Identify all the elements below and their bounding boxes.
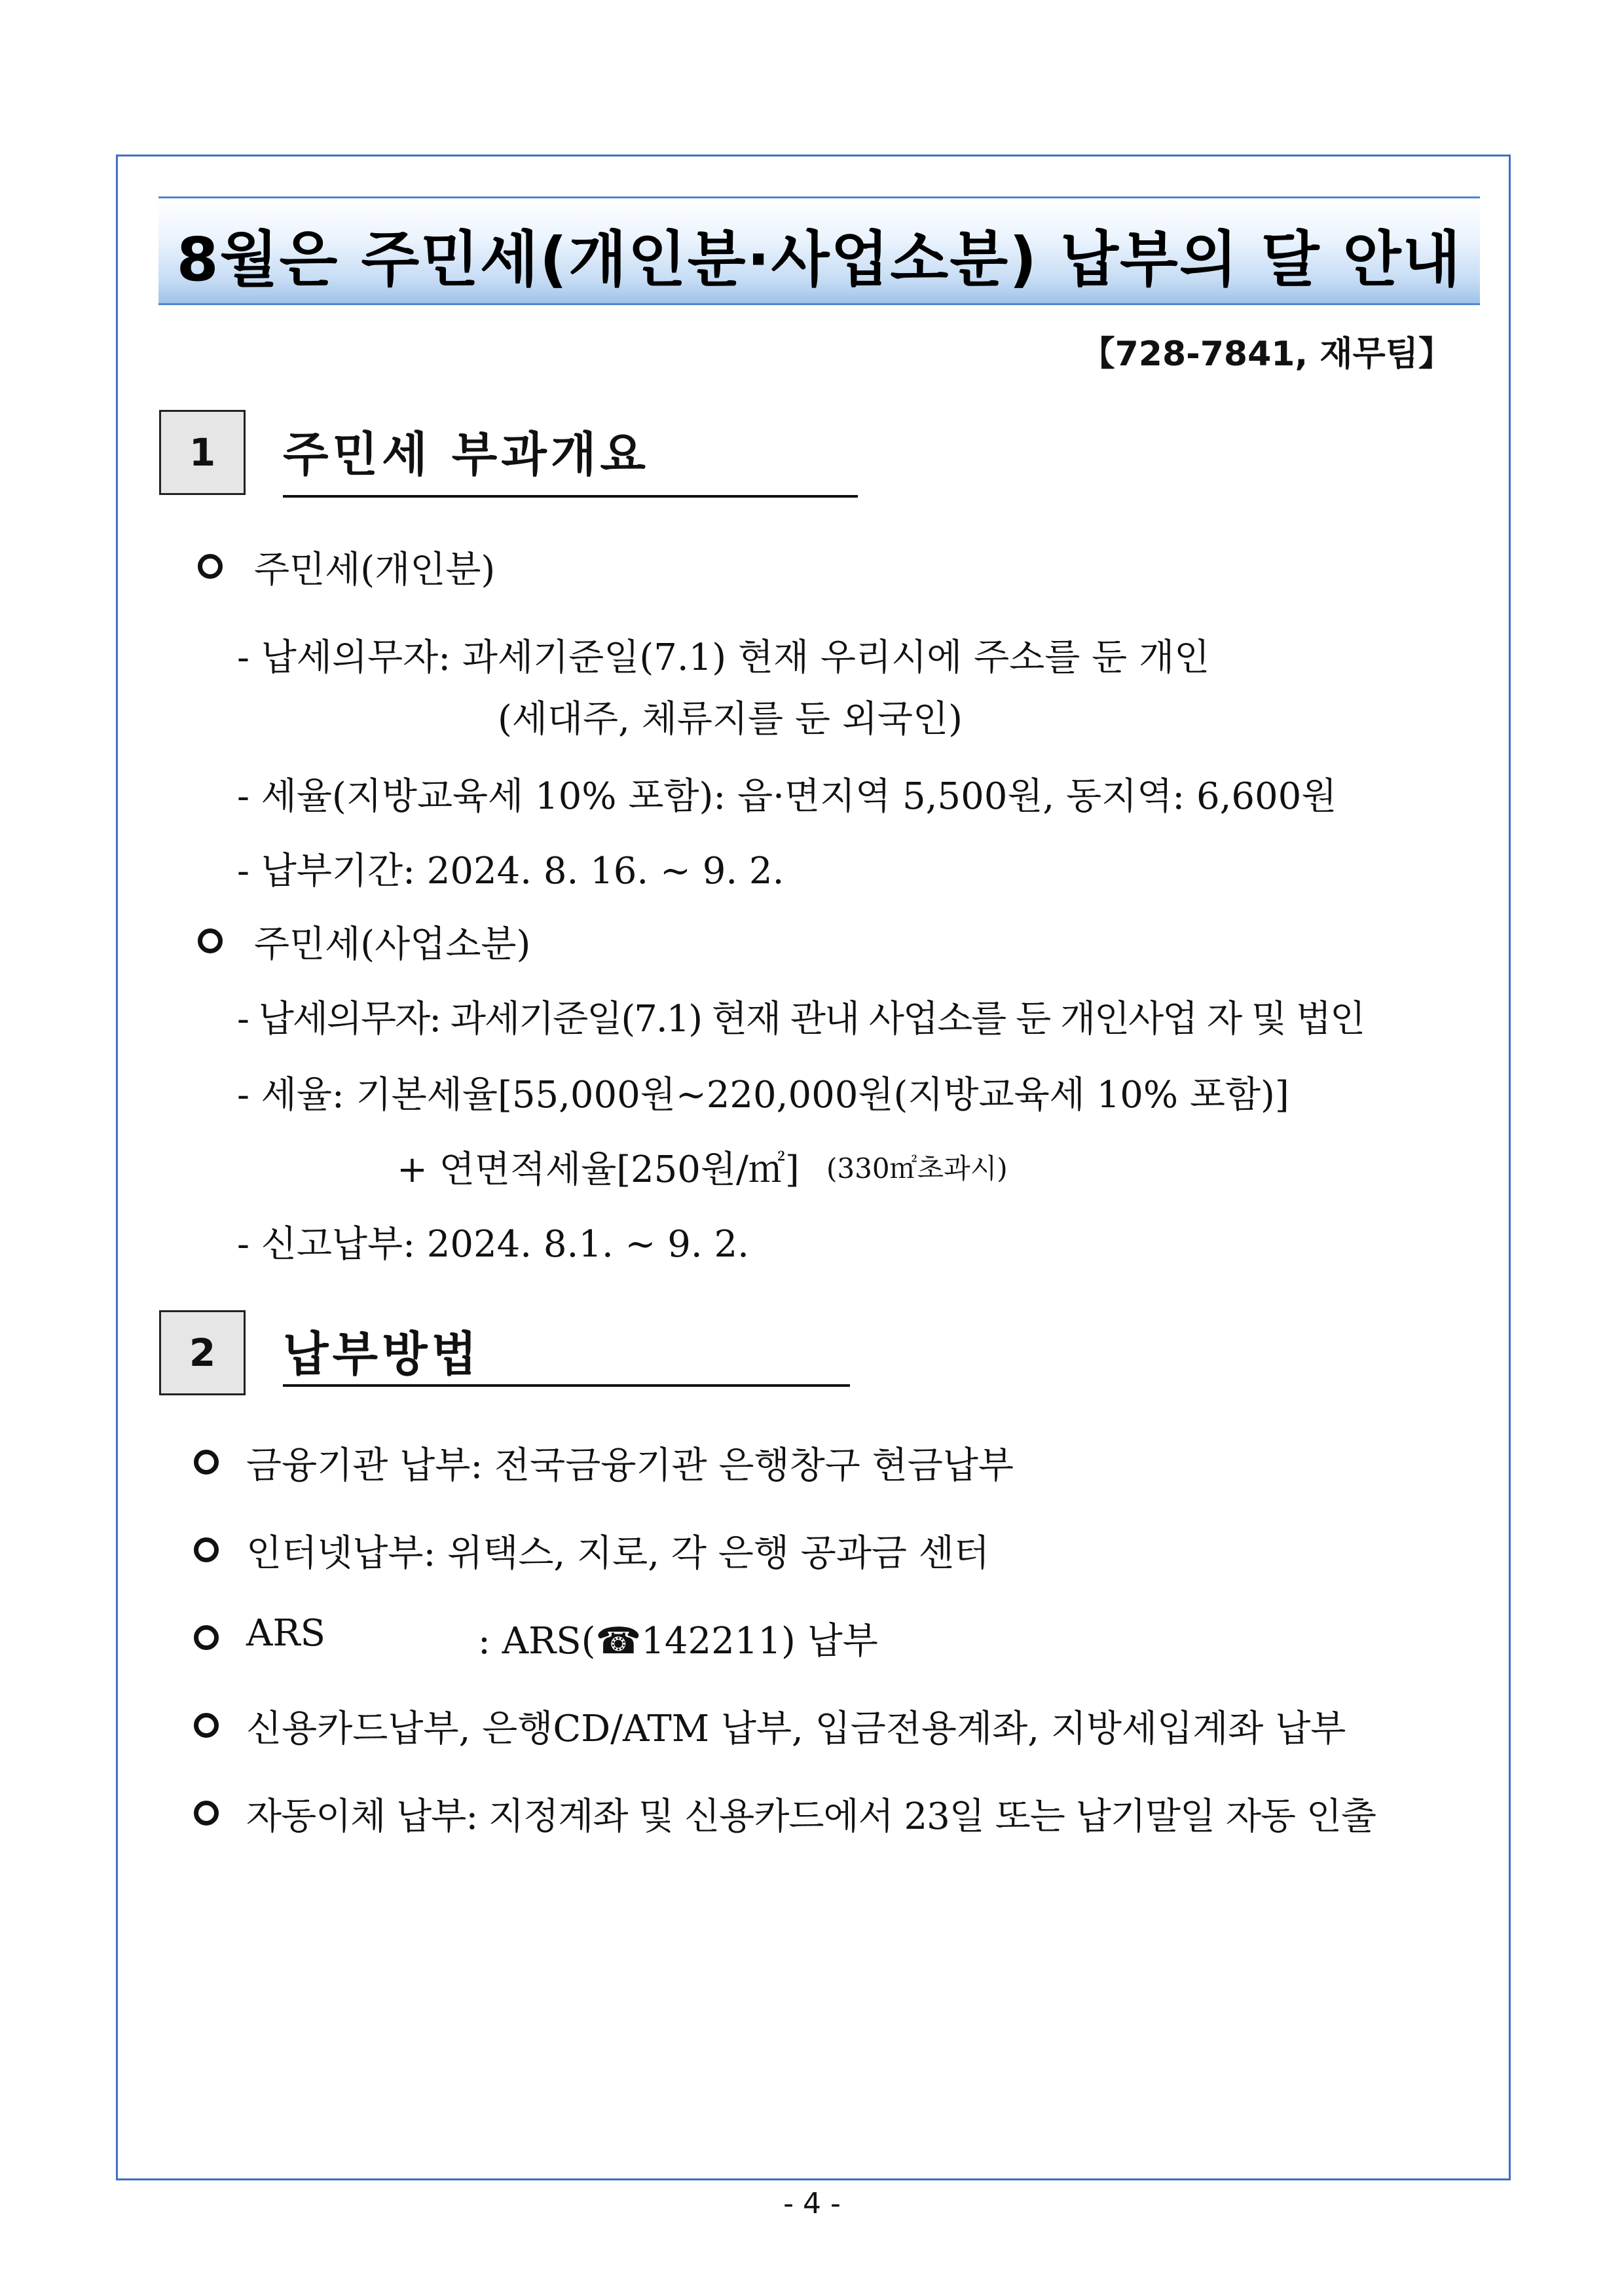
contact-info: 【728-7841, 재무팀】 <box>1080 335 1452 374</box>
group-heading-business: 주민세(사업소분) <box>254 923 531 966</box>
body-line: - 세율: 기본세율[55,000원~220,000원(지방교육세 10% 포함)] <box>237 1074 1289 1116</box>
method-item: 신용카드납부, 은행CD/ATM 납부, 입금전용계좌, 지방세입계좌 납부 <box>246 1708 1346 1750</box>
hollow-circle-bullet-icon <box>198 928 223 953</box>
hollow-circle-bullet-icon <box>194 1450 219 1475</box>
body-line: + 연면적세율[250원/㎡] <box>397 1148 800 1191</box>
hollow-circle-bullet-icon <box>198 554 223 579</box>
method-item: ARS <box>246 1612 325 1655</box>
body-line: - 납부기간: 2024. 8. 16. ~ 9. 2. <box>237 850 784 892</box>
section-title-2: 납부방법 <box>283 1327 481 1382</box>
method-item-detail: : ARS(☎142211) 납부 <box>478 1620 878 1662</box>
hollow-circle-bullet-icon <box>194 1537 219 1562</box>
body-line: - 납세의무자: 과세기준일(7.1) 현재 우리시에 주소를 둔 개인 <box>237 636 1210 679</box>
body-line-note: (330㎡초과시) <box>826 1152 1008 1184</box>
page-number: - 4 - <box>783 2187 841 2220</box>
section-number-1: 1 <box>159 410 246 495</box>
section-underline-2 <box>283 1384 850 1387</box>
body-line: (세대주, 체류지를 둔 외국인) <box>498 698 963 741</box>
method-item: 자동이체 납부: 지정계좌 및 신용카드에서 23일 또는 납기말일 자동 인출 <box>246 1795 1376 1838</box>
section-number-2: 2 <box>159 1310 246 1395</box>
method-item: 인터넷납부: 위택스, 지로, 각 은행 공과금 센터 <box>246 1532 990 1575</box>
group-heading-individual: 주민세(개인분) <box>254 549 496 591</box>
body-line: - 세율(지방교육세 10% 포함): 읍·면지역 5,500원, 동지역: 6,600원 <box>237 775 1337 818</box>
hollow-circle-bullet-icon <box>194 1625 219 1650</box>
title-banner <box>158 196 1480 305</box>
section-underline-1 <box>283 495 858 498</box>
body-line: - 납세의무자: 과세기준일(7.1) 현재 관내 사업소를 둔 개인사업 자 및 법인 <box>237 998 1365 1040</box>
section-title-1: 주민세 부과개요 <box>283 427 650 482</box>
hollow-circle-bullet-icon <box>194 1713 219 1738</box>
hollow-circle-bullet-icon <box>194 1801 219 1826</box>
body-line: - 신고납부: 2024. 8.1. ~ 9. 2. <box>237 1223 749 1266</box>
method-item: 금융기관 납부: 전국금융기관 은행창구 현금납부 <box>246 1444 1014 1487</box>
page-title: 8월은 주민세(개인분·사업소분) 납부의 달 안내 <box>176 225 1462 295</box>
